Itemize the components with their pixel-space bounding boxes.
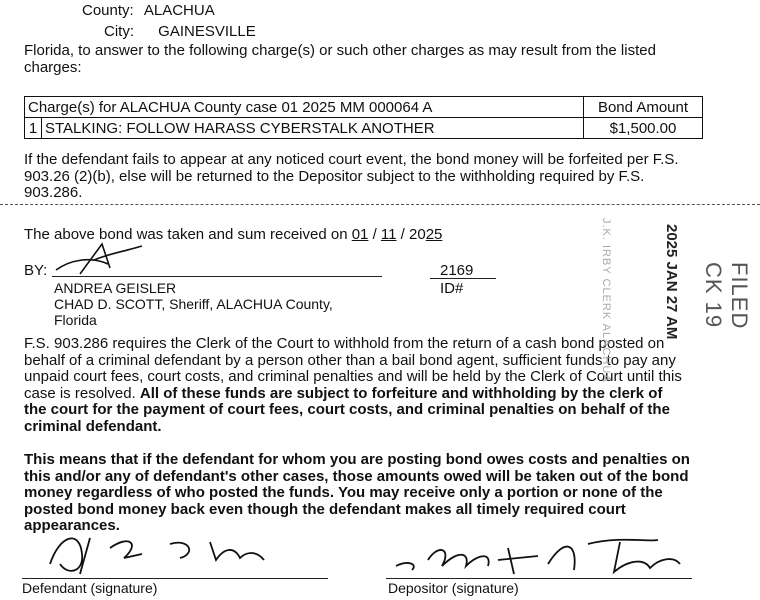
filed-date-stamp: 2025 JAN 27 AM bbox=[663, 224, 680, 340]
withholding-regular: F.S. 903.286 requires the Clerk of the Court to withhold from the return of a cash bond posted on behalf of a criminal defendant by a person other than a bail bond agent, sufficient funds to pay any unpaid court fees, court costs, and criminal penalties and will be held by the Clerk of Court until this case is resolved. bbox=[24, 335, 682, 402]
bond-received-text: The above bond was taken and sum received on bbox=[24, 226, 348, 243]
cut-line bbox=[0, 204, 760, 205]
receipt-year-suffix: 25 bbox=[425, 226, 443, 243]
ck-stamp: CK 19 bbox=[701, 262, 726, 329]
charges-table bbox=[24, 96, 703, 139]
defendant-signature-label: Defendant (signature) bbox=[22, 580, 158, 596]
depositor-signature-label: Depositor (signature) bbox=[388, 580, 519, 596]
forfeiture-notice: If the defendant fails to appear at any noticed court event, the bond money will be forfeited per F.S. 903.26 (2)(b), else will be returned to the Depositor subject to the withholding required by F.S. 903.286. bbox=[24, 151, 679, 201]
depositor-signature-line bbox=[386, 578, 692, 579]
defendant-signature-line bbox=[22, 578, 328, 579]
depositor-signature bbox=[388, 530, 698, 580]
sheriff-state: Florida bbox=[54, 312, 97, 328]
withholding-notice bbox=[24, 336, 688, 435]
by-label: BY: bbox=[24, 262, 48, 279]
receipt-day: 11 bbox=[380, 226, 397, 243]
officer-signature bbox=[50, 238, 150, 280]
charges-table-header bbox=[25, 97, 703, 118]
county-label: County: bbox=[82, 2, 134, 19]
officer-id-number: 2169 bbox=[440, 262, 474, 279]
officer-name: ANDREA GEISLER bbox=[54, 280, 177, 296]
defendant-signature bbox=[20, 524, 310, 580]
charge-number: 1 bbox=[25, 118, 42, 139]
id-label: ID# bbox=[440, 280, 464, 297]
clerk-faint-stamp: J.K. IRBY CLERK ALACHUA bbox=[600, 218, 612, 383]
charge-description: STALKING: FOLLOW HARASS CYBERSTALK ANOTHER bbox=[42, 118, 584, 139]
county-value: ALACHUA bbox=[143, 2, 215, 19]
filed-stamp: FILED bbox=[727, 262, 752, 330]
sheriff-line: CHAD D. SCOTT, Sheriff, ALACHUA County, bbox=[54, 296, 333, 312]
warning-notice: This means that if the defendant for whom you are posting bond owes costs and penalties on this and/or any of defendant's other cases, those amounts owed will be taken out of the bond money regardless of who posted the funds. You may receive only a portion or none of the posted bond money back even though the defendant makes all timely required court appearances. bbox=[24, 451, 690, 534]
receipt-year-prefix: 20 bbox=[409, 226, 426, 243]
city-value: GAINESVILLE bbox=[158, 23, 256, 40]
intro-text: Florida, to answer to the following charge(s) or such other charges as may result from the listed charges: bbox=[24, 42, 656, 76]
table-row bbox=[25, 118, 703, 139]
receipt-month: 01 bbox=[351, 226, 369, 243]
charge-amount: $1,500.00 bbox=[584, 118, 703, 139]
bond-amount-header: Bond Amount bbox=[584, 97, 703, 118]
city-label: City: bbox=[104, 23, 134, 40]
withholding-bold: All of these funds are subject to forfeiture and withholding by the clerk of the court for the payment of court fees, court costs, and criminal penalties on behalf of the criminal defendant. bbox=[24, 384, 670, 435]
bond-received-line: The above bond was taken and sum received on 01 / 11 / 2025 bbox=[24, 226, 443, 243]
id-line bbox=[430, 278, 496, 279]
charges-header-left: Charge(s) for ALACHUA County case 01 2025 MM 000064 A bbox=[25, 97, 584, 118]
